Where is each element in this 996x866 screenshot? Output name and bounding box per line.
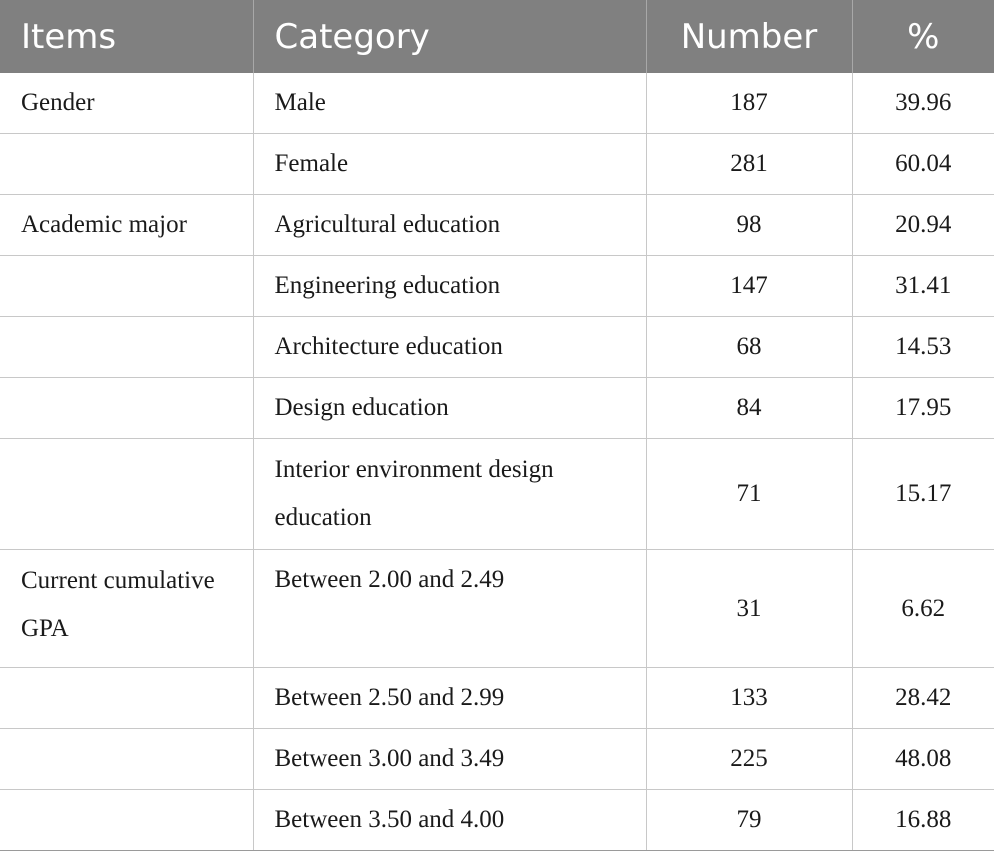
item-cell bbox=[0, 439, 253, 550]
percent-cell: 6.62 bbox=[852, 550, 994, 668]
percent-cell: 20.94 bbox=[852, 195, 994, 256]
category-cell: Female bbox=[253, 134, 646, 195]
header-percent: % bbox=[852, 0, 994, 73]
number-cell: 68 bbox=[646, 317, 852, 378]
table-row bbox=[0, 550, 994, 668]
percent-cell: 48.08 bbox=[852, 729, 994, 790]
item-cell bbox=[0, 317, 253, 378]
table-row bbox=[0, 668, 994, 729]
category-cell: Between 2.50 and 2.99 bbox=[253, 668, 646, 729]
item-cell bbox=[0, 790, 253, 851]
number-cell: 133 bbox=[646, 668, 852, 729]
category-cell: Male bbox=[253, 73, 646, 134]
percent-cell: 14.53 bbox=[852, 317, 994, 378]
number-cell: 225 bbox=[646, 729, 852, 790]
number-cell: 84 bbox=[646, 378, 852, 439]
item-cell bbox=[0, 256, 253, 317]
category-cell: Between 2.00 and 2.49 bbox=[253, 550, 646, 668]
table-row bbox=[0, 790, 994, 851]
item-cell bbox=[0, 378, 253, 439]
item-cell: Gender bbox=[0, 73, 253, 134]
number-cell: 31 bbox=[646, 550, 852, 668]
number-cell: 98 bbox=[646, 195, 852, 256]
table-body bbox=[0, 73, 994, 851]
percent-cell: 39.96 bbox=[852, 73, 994, 134]
percent-cell: 15.17 bbox=[852, 439, 994, 550]
percent-cell: 16.88 bbox=[852, 790, 994, 851]
table-row bbox=[0, 256, 994, 317]
header-row bbox=[0, 0, 994, 73]
item-cell: Academic major bbox=[0, 195, 253, 256]
number-cell: 147 bbox=[646, 256, 852, 317]
item-cell: Current cumulative GPA bbox=[0, 550, 253, 668]
category-cell: Architecture education bbox=[253, 317, 646, 378]
category-cell: Agricultural education bbox=[253, 195, 646, 256]
category-cell: Interior environment design education bbox=[253, 439, 646, 550]
percent-cell: 17.95 bbox=[852, 378, 994, 439]
number-cell: 281 bbox=[646, 134, 852, 195]
table-row bbox=[0, 317, 994, 378]
item-cell bbox=[0, 668, 253, 729]
header-number: Number bbox=[646, 0, 852, 73]
item-cell bbox=[0, 134, 253, 195]
percent-cell: 60.04 bbox=[852, 134, 994, 195]
number-cell: 79 bbox=[646, 790, 852, 851]
table-row bbox=[0, 73, 994, 134]
table-row bbox=[0, 195, 994, 256]
number-cell: 187 bbox=[646, 73, 852, 134]
header-items: Items bbox=[0, 0, 253, 73]
percent-cell: 31.41 bbox=[852, 256, 994, 317]
category-cell: Design education bbox=[253, 378, 646, 439]
table-header bbox=[0, 0, 994, 73]
table-row bbox=[0, 378, 994, 439]
table-row bbox=[0, 439, 994, 550]
category-cell: Engineering education bbox=[253, 256, 646, 317]
percent-cell: 28.42 bbox=[852, 668, 994, 729]
category-cell: Between 3.00 and 3.49 bbox=[253, 729, 646, 790]
item-cell bbox=[0, 729, 253, 790]
table-row bbox=[0, 134, 994, 195]
header-category: Category bbox=[253, 0, 646, 73]
number-cell: 71 bbox=[646, 439, 852, 550]
table-row bbox=[0, 729, 994, 790]
category-cell: Between 3.50 and 4.00 bbox=[253, 790, 646, 851]
